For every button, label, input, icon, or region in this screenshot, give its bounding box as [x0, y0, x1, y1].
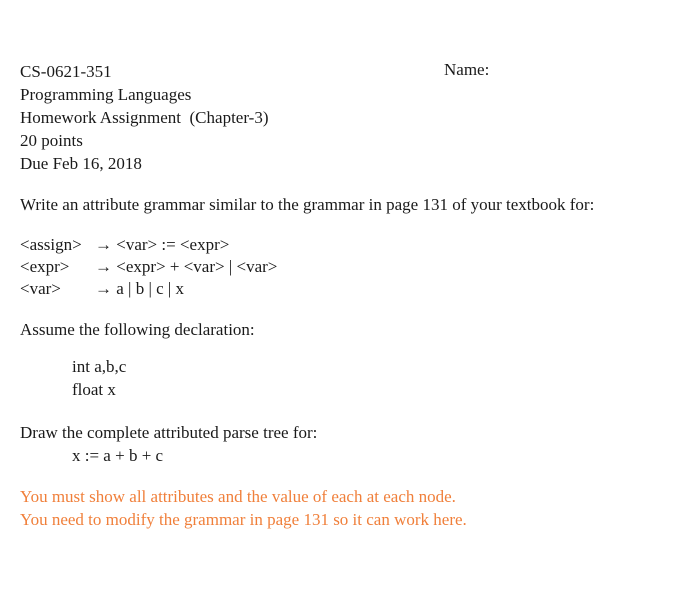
note-line: You need to modify the grammar in page 131 so it can work here.: [20, 510, 467, 529]
rule-rhs: → a | b | c | x: [95, 279, 185, 298]
course-code: CS-0621-351: [20, 62, 112, 81]
grammar-rule: [20, 234, 680, 256]
parse-tree-block: [20, 421, 680, 467]
declaration-line: int a,b,c: [72, 357, 127, 376]
declaration-block: [20, 318, 680, 401]
grammar-block: [20, 234, 680, 300]
rule-rhs: → <expr> + <var> | <var>: [95, 257, 278, 276]
points: 20 points: [20, 131, 83, 150]
rule-lhs: <expr>: [20, 257, 70, 276]
rule-rhs: → <var> := <expr>: [95, 235, 230, 254]
grammar-rule: [20, 278, 680, 300]
name-label: Name:: [444, 60, 490, 79]
parse-tree-expression: x := a + b + c: [72, 446, 164, 465]
header-block: [20, 60, 680, 175]
instruction-text: Write an attribute grammar similar to the grammar in page 131 of your textbook for:: [20, 195, 595, 214]
due-date: Due Feb 16, 2018: [20, 154, 142, 173]
assignment-title: Homework Assignment (Chapter-3): [20, 108, 269, 127]
course-name: Programming Languages: [20, 85, 192, 104]
rule-lhs: <assign>: [20, 235, 82, 254]
declaration-intro: Assume the following declaration:: [20, 320, 255, 339]
note-line: You must show all attributes and the value of each at each node.: [20, 487, 456, 506]
rule-lhs: <var>: [20, 279, 61, 298]
declaration-line: float x: [72, 380, 116, 399]
grammar-rule: [20, 256, 680, 278]
assignment-document: [20, 60, 680, 531]
notes-block: [20, 485, 680, 531]
parse-tree-intro: Draw the complete attributed parse tree for:: [20, 423, 318, 442]
